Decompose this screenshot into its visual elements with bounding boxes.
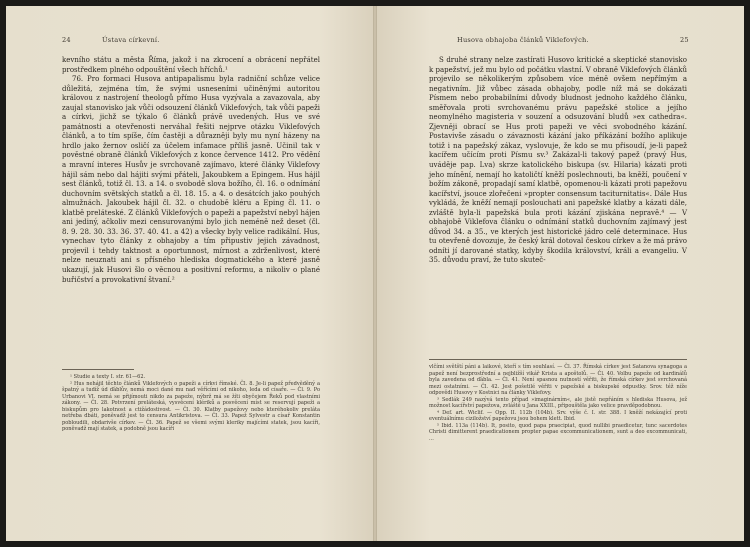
footnote-rule	[429, 359, 687, 360]
left-footnotes	[62, 374, 320, 433]
running-head-left: Ústava církevní.	[102, 36, 160, 44]
footnote: ² Hus nehájil těchto článků Viklefových o papeži a církvi římské. Čl. 8. Je-li papež předvěděný a špatný a tudíž úd ďáblův, nemá moci dané mu nad věřícími od nikoho, leda od císaře. — Čl. 9. Po Urbanovi VI. nemá se přijímouti nikdo za papeže, nýbrž má se žíti obyčejem Řeků pod vlastními zákony. — Čl. 28. Potvrzení preláteská, vysvěcení klériků a posvěcení míst se reservují papeži a biskupům pro lakotnost a ctižádostivost. — Čl. 30. Klatby papežovy nebo kteréhokoliv preláta netřeba dbáti, poněvadž jest to censura Antikristova. — Čl. 33. Papež Sylvestr a císař Konstantin pobloudili, obdarivše církev. — Čl. 36. Papež se všemi svými kleriky majícími statek, jsou kacíři, poněvadž mají statek, a podobně jsou kacíři	[62, 380, 320, 433]
footnote: ⁵ Ibid. 113a (114b). It, posito, quod papa praecipiat, quod nullibi praedicetur, tunc sacerdotes Christi dimitterent praedicationem propter papae excommunicationem, sunt a deo excommunicati, ...	[429, 422, 687, 443]
left-page	[6, 6, 375, 541]
right-footnotes	[429, 364, 687, 443]
body-paragraph: S druhé strany nelze zastírati Husovo kritické a skeptické stanovisko k papežství, jež mu bylo od počátku vlastní. V obraně Viklefových článků projevilo se několikerým způsobem více méně ovšem nepřímým a negativním. Již vůbec zásada obhajoby, podle níž má se dokázati Písmem nebo probabilními důvody bludnost jednoho každého článku, směřovala proti svrchovanému právu papežské stolice a jejího neomylného magisteria v souzení a odsuzování bludů »ex cathedra«. Zjevněji obrací se Hus proti papeži ve věci svobodného kázání. Postavivše zásadu o závaznosti kázání jako příkázání božího aplikuje totiž i na papežský zákaz, vyslovuje, že kdo se mu přisoudí, je-li papež kacířem učícím proti Písmu sv.³ Zakázal-li takový papež (pravý Hus, uváděje pap. Lva) skrze katolického biskupa (sv. Hilaria) kázati proti jeho mínění, nemají ho katoličtí kněží poslechnouti, ba kněží, poučení v božím zákoně, propadají samí klatbě, opomenou-li kázati proti papežovu kacířství, jsouce zlořečeni »propter consensum taciturnitatis«. Dále Hus vykládá, že kněží nemají poslouchati ani papežské klatby a kázati dále, zvláště byla-li papežská bula proti kázání zjiskána nepravě.⁴ — V obhajobě Viklefova článku o odnímání statků duchovním zajímavý jest důvod 34. a 35., ve kterých jest historické jádro celé determinace. Hus tu otevřeně dovozuje, že český král dotoval českou církev a že má právo odníti jí darované statky, kdyby škodila království, králi a evangeliu. V 35. důvodu praví, že tuto skuteč-	[429, 56, 687, 265]
right-body-text	[429, 56, 687, 266]
footnote: ⁴ Def. art. Wiclif. — Opp. II. 112b (104b). Srv. výše č. I. str. 388. I kněží nekázající proti eventuálnímu ciziložství papežovu jsou bohem klett. Ibid.	[429, 409, 687, 423]
footnote: ³ Sedlák 249 nazývá tento případ »imaginárním«, ale jistě nepřáním s hlediska Husova, jež možnost kacířství papežova, zvláště u Jana XXIII., připouštěla jako velice pravděpodobnou.	[429, 396, 687, 410]
footnote: ¹ Studie a texty I. str. 61—62.	[70, 374, 146, 380]
page-number-right: 25	[680, 36, 689, 44]
right-page	[375, 6, 744, 541]
left-body-text	[62, 56, 320, 285]
body-paragraph: 76. Pro formaci Husova antipapalismu byla radniční schůze velice důležitá, zejména tím, že svými usneseními učiněnými autoritou královou z nastrojení theologů přímo Husa vyzývala a zavazovala, aby zaujal stanovisko jak vůči odsouzení článků Viklefových, tak vůči papeži a církvi, jichž se týkalo 6 článků právě uvedených. Hus ve své památnosti a otevřenosti nerváhal řešiti nejprve otázku Viklefových článků, a to tím spíše, čím častěji a důrazněji byly mu nyní házeny na hrdlo jako žernov osličí za účelem infamace příliš jasně. Učinil tak v pověstné obraně článků Viklefových z konce července 1412. Pro vědění a mravní interes Husův je svrchovaně zajímavo, které články Viklefovy hájil sám nebo dal hájiti svými přáteli, Jakoubkem a Epingem. Hus hájil sest článků, totiž čl. 13. a 14. o svobodě slova božího, čl. 16. o odnímání duchovním světských statků a čl. 18. 15. a 4. o desátcích jako pouhých almužnách. Jakoubek hájil čl. 32. o chudobě kléru a Eping čl. 11. o klatbě preláteské. Z článků Viklefových o papeži a papežství nebyl hájen ani jediný, ačkoliv mezi censurovanými bylo jich neméně než deset (čl. 8. 9. 28. 30. 33. 36. 37. 40. 41. a 42) a všecky byly velice radikální. Hus, vynechav tyto články z obhajoby a tím připustiv jejich závadnost, projevil i tehdy taktnost a oportunnost, mírnost a zdrženlivost, které nelze neuznati ani s přísného hlediska dogmatického a které jasně ukazují, jak Husovi šlo o věcnou a positivní reformu, a nikoliv o plané buřičství a provokativní štvaní.²	[62, 75, 320, 284]
page-number-left: 24	[62, 36, 71, 44]
book-spread	[6, 6, 744, 541]
footnote: vlčími světští páni a laikové, kteří s tím souhlasí. — Čl. 37. Římská církev jest Satanova synagoga a papež není bezprostřední a nejbližší vikář Krista a apoštolů. — Čl. 40. Volbu papeže od kardinálů byla zavedena od ďábla. — Čl. 41. Není spasnou nutností věřiti, že římská církev jest svrchovaná mezi ostatními. — Čl. 42. Jest pošetilé věřiti v papežské a biskupské odpustky. Srov. též níže odpovědi Husovy v Kostnici na články Viklefovy.	[429, 364, 687, 397]
footnote-rule	[62, 369, 134, 370]
body-paragraph: kevního státu a města Říma, jakož i na zkrocení a obrácení nepřátel prostředkem plného odpouštění všech hříchů.¹	[62, 56, 320, 74]
book-gutter	[373, 6, 377, 541]
running-head-right: Husova obhajoba článků Viklefových.	[457, 36, 589, 44]
